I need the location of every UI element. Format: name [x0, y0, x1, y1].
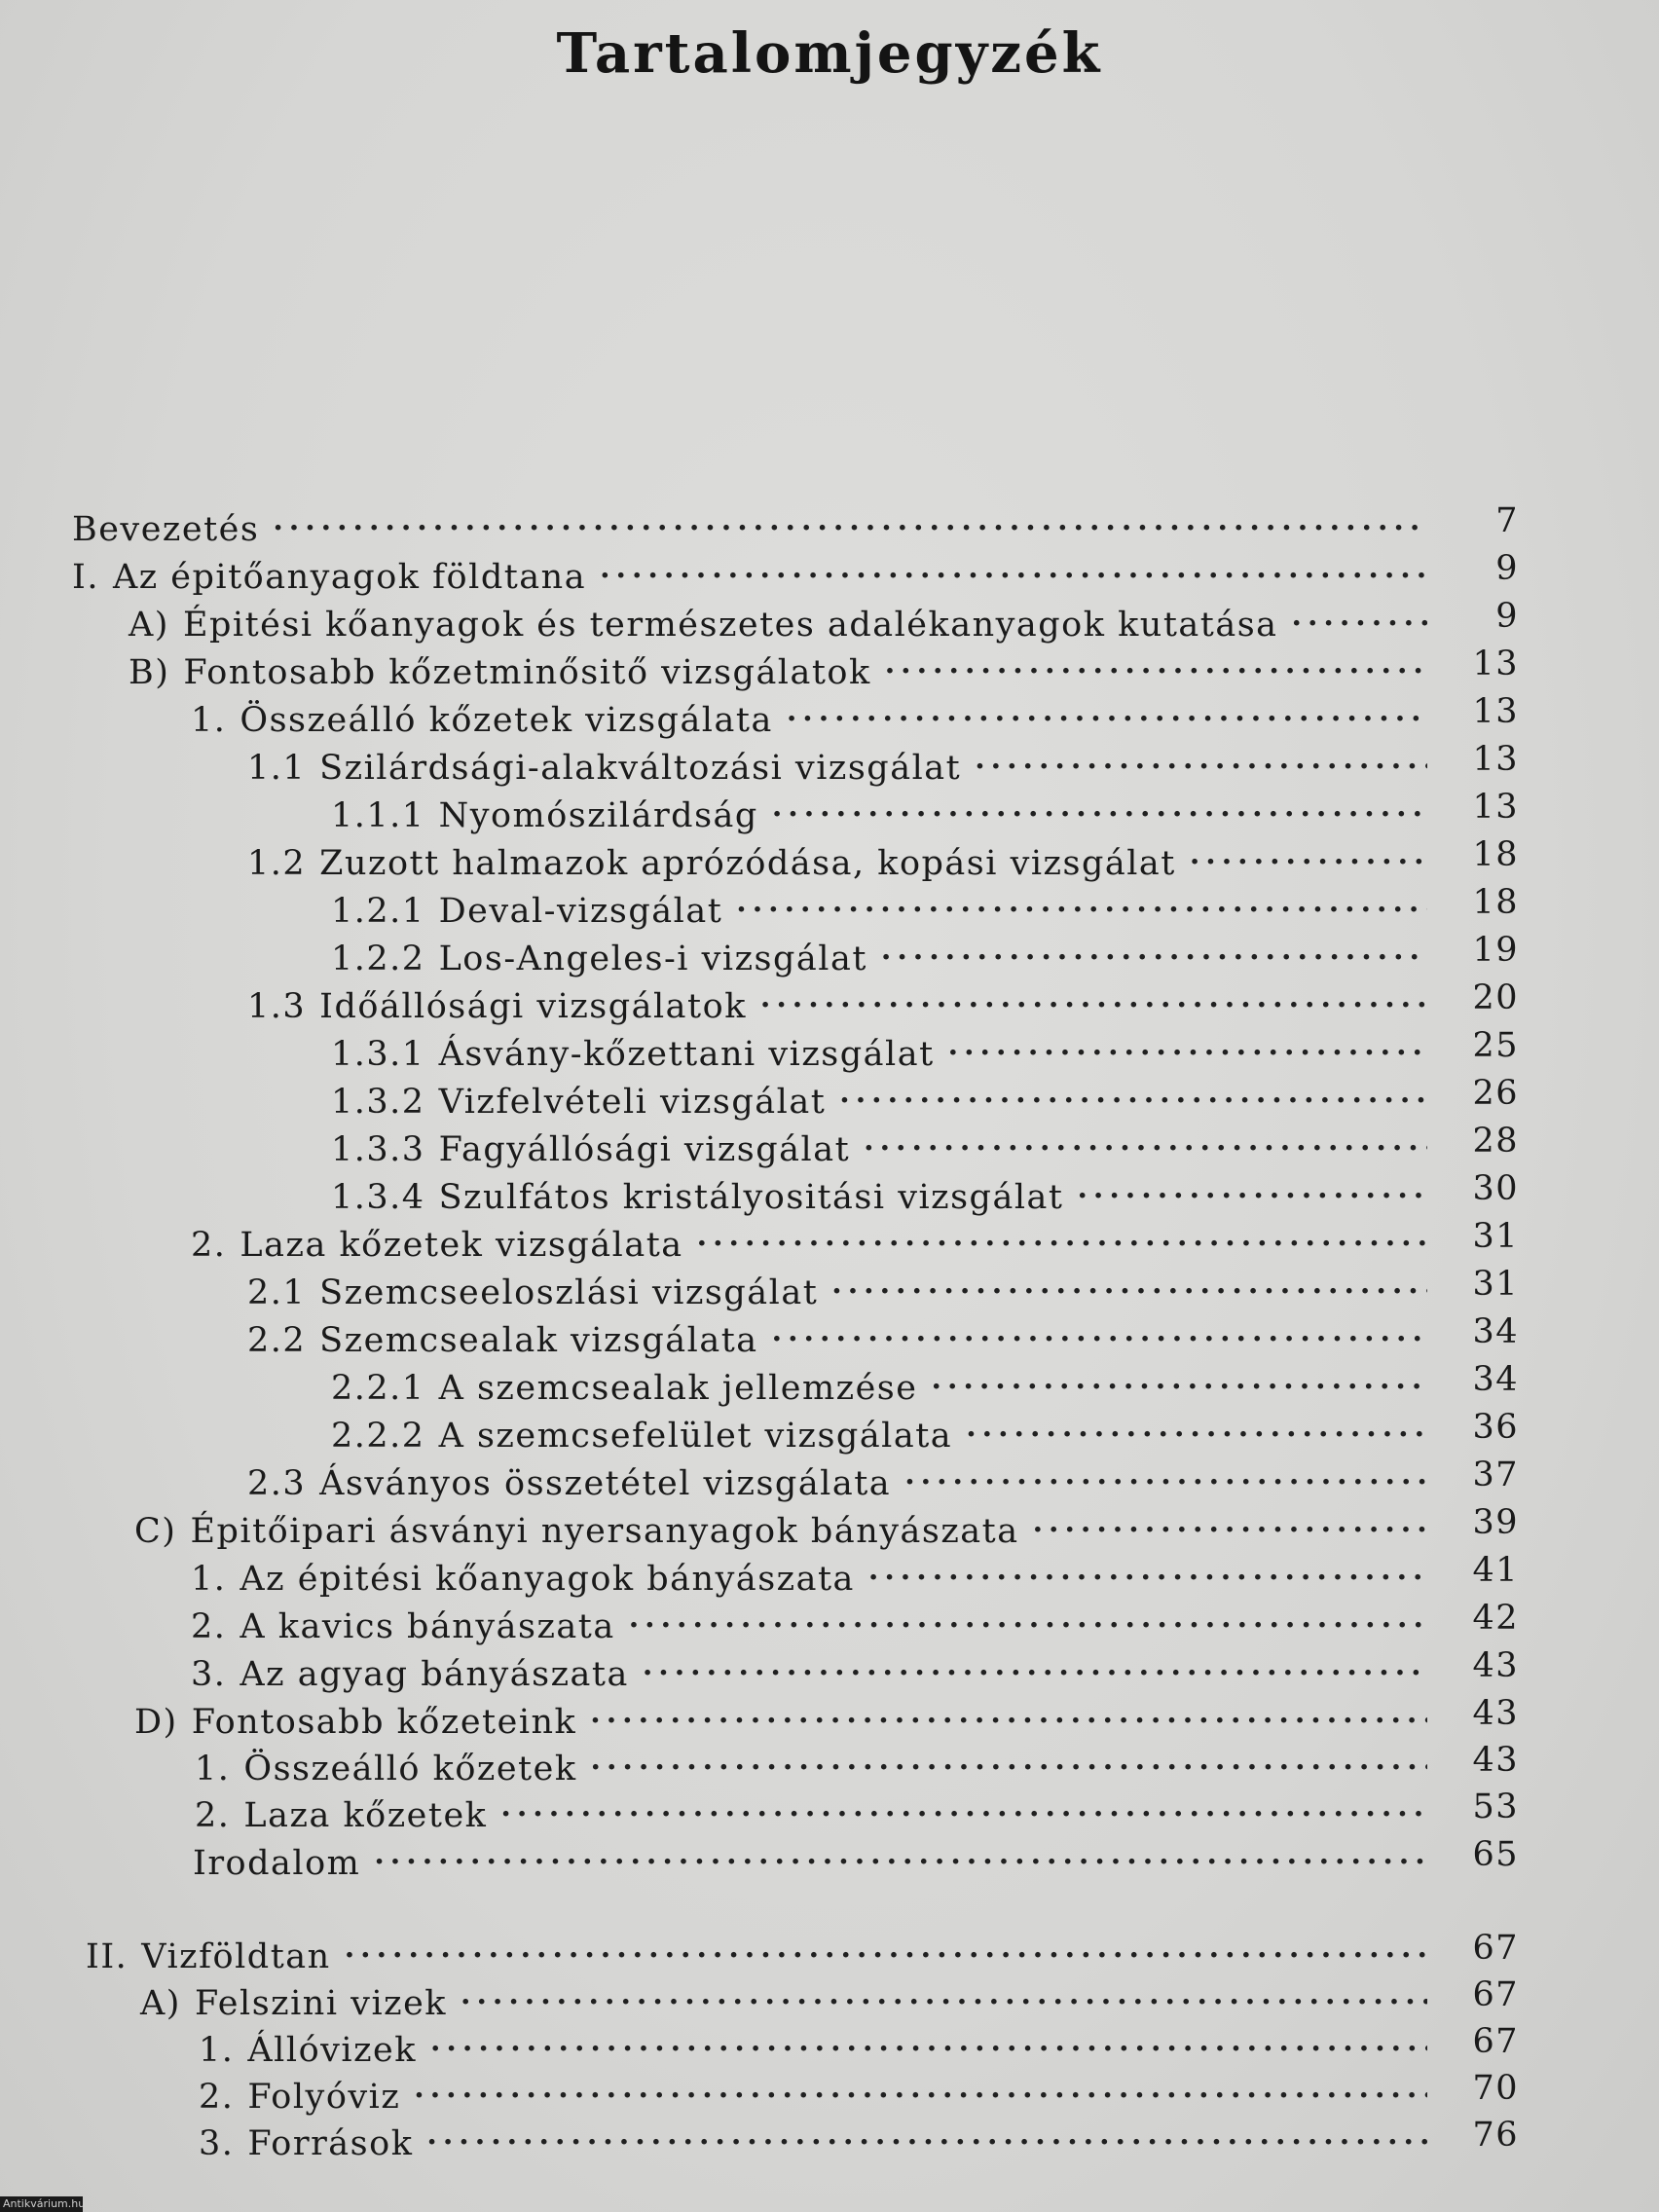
dot-leader	[868, 1551, 1427, 1590]
toc-entry-label: Szemcseeloszlási vizsgálat	[319, 1273, 819, 1312]
toc-entry-number: 2.	[191, 1607, 227, 1646]
toc-entry	[247, 978, 1519, 1026]
toc-entry	[331, 1074, 1519, 1122]
toc-entry-page: 70	[1472, 2069, 1519, 2108]
toc-entry-number: 2.3	[247, 1464, 307, 1503]
toc-entry	[86, 1929, 1519, 1976]
toc-entry-number: 1.3.2	[331, 1083, 425, 1122]
toc-entry-page: 65	[1472, 1835, 1519, 1874]
toc-entry	[193, 1835, 1519, 1883]
toc-entry	[331, 1360, 1519, 1408]
toc-entry	[191, 1551, 1519, 1599]
toc-entry-label: A szemcsealak jellemzése	[438, 1369, 918, 1408]
toc-entry-label: Állóvizek	[247, 2031, 417, 2070]
toc-entry-page: 39	[1472, 1503, 1519, 1542]
dot-leader	[881, 931, 1427, 970]
dot-leader	[426, 2116, 1427, 2155]
toc-entry	[191, 1217, 1519, 1265]
toc-entry-page: 28	[1472, 1122, 1519, 1161]
dot-leader	[1077, 1169, 1427, 1208]
toc-entry	[247, 740, 1519, 788]
dot-leader	[736, 883, 1427, 922]
toc-entry-page: 34	[1472, 1360, 1519, 1399]
toc-entry-number: 1.	[191, 701, 227, 740]
toc-entry-number: 1.1.1	[331, 796, 425, 835]
toc-entry-number: 1.	[195, 1750, 231, 1788]
toc-entry-page: 34	[1472, 1312, 1519, 1351]
toc-entry-page: 31	[1472, 1265, 1519, 1304]
toc-entry-page: 13	[1472, 740, 1519, 779]
dot-leader	[966, 1408, 1427, 1447]
toc-entry	[72, 501, 1519, 549]
toc-entry-number: 1.2	[247, 844, 307, 883]
toc-entry	[247, 835, 1519, 883]
toc-entry-label: Fontosabb kőzeteink	[191, 1703, 577, 1742]
toc-entry	[191, 1646, 1519, 1694]
toc-entry-page: 25	[1472, 1026, 1519, 1065]
dot-leader	[374, 1835, 1427, 1874]
toc-entry-number: 1.3.1	[331, 1035, 425, 1074]
toc-entry	[247, 1265, 1519, 1312]
toc-entry-number: A)	[129, 606, 169, 645]
toc-entry-label: Ásvány-kőzettani vizsgálat	[438, 1035, 935, 1074]
toc-entry-number: 1.3.4	[331, 1178, 425, 1217]
toc-entry	[134, 1503, 1519, 1551]
toc-entry-label: Vizföldtan	[141, 1937, 331, 1976]
toc-entry-label: Laza kőzetek	[243, 1796, 488, 1835]
toc-entry-page: 43	[1472, 1694, 1519, 1733]
toc-entry	[129, 645, 1519, 692]
toc-entry-number: 1.3.3	[331, 1130, 425, 1169]
toc-entry-label: Nyomószilárdság	[438, 796, 758, 835]
toc-entry-label: Épitőipari ásványi nyersanyagok bányászata	[190, 1512, 1019, 1551]
toc-entry-label: Szulfátos kristályositási vizsgálat	[438, 1178, 1064, 1217]
toc-entry-page: 67	[1472, 1929, 1519, 1968]
toc-entry-number: 2.2	[247, 1321, 307, 1360]
toc-entry-page: 36	[1472, 1408, 1519, 1447]
dot-leader	[430, 2022, 1427, 2061]
toc-entry-page: 43	[1472, 1646, 1519, 1685]
toc-entry-label: Összeálló kőzetek vizsgálata	[240, 701, 773, 740]
toc-entry-label: Bevezetés	[72, 510, 260, 549]
toc-entry-page: 13	[1472, 645, 1519, 683]
dot-leader	[1190, 835, 1427, 874]
toc-entry-number: 3.	[199, 2124, 235, 2163]
toc-entry-label: Összeálló kőzetek	[243, 1750, 577, 1788]
page-title: Tartalomjegyzék	[556, 21, 1103, 86]
toc-entry-label: A kavics bányászata	[240, 1607, 615, 1646]
toc-entry-number: 1.1	[247, 749, 307, 788]
toc-entry-page: 13	[1472, 788, 1519, 827]
toc-entry	[247, 1312, 1519, 1360]
toc-entry-label: Felszini vizek	[194, 1984, 447, 2023]
toc-entry-number: 1.3	[247, 987, 307, 1026]
dot-leader	[839, 1074, 1427, 1113]
toc-entry-page: 9	[1495, 549, 1519, 588]
toc-entry-number: B)	[129, 653, 170, 692]
toc-entry-label: Szemcsealak vizsgálata	[319, 1321, 758, 1360]
dot-leader	[975, 740, 1427, 779]
toc-entry-page: 30	[1472, 1169, 1519, 1208]
toc-entry-number: C)	[134, 1512, 177, 1551]
dot-leader	[1033, 1503, 1427, 1542]
dot-leader	[772, 1312, 1427, 1351]
toc-entry	[199, 2116, 1519, 2163]
toc-entry-label: Szilárdsági-alakváltozási vizsgálat	[319, 749, 962, 788]
toc-entry-page: 18	[1472, 835, 1519, 874]
dot-leader	[831, 1265, 1427, 1304]
toc-entry	[191, 1599, 1519, 1646]
toc-entry-page: 19	[1472, 931, 1519, 970]
toc-entry-label: Források	[247, 2124, 414, 2163]
dot-leader	[345, 1929, 1427, 1968]
toc-entry-label: Irodalom	[193, 1844, 361, 1883]
toc-entry-page: 76	[1472, 2116, 1519, 2155]
toc-entry	[140, 1975, 1519, 2023]
toc-entry-label: Az agyag bányászata	[240, 1655, 629, 1694]
toc-entry-number: 2.	[191, 1226, 227, 1265]
toc-entry-label: Fontosabb kőzetminősitő vizsgálatok	[183, 653, 871, 692]
toc-entry-page: 67	[1472, 1975, 1519, 2014]
toc-entry	[195, 1741, 1519, 1788]
dot-leader	[772, 788, 1427, 827]
toc-entry-page: 13	[1472, 692, 1519, 731]
toc-entry	[129, 597, 1519, 645]
dot-leader	[591, 1741, 1427, 1780]
dot-leader	[760, 978, 1427, 1017]
dot-leader	[600, 549, 1427, 588]
toc-entry	[331, 1122, 1519, 1169]
toc-entry-page: 41	[1472, 1551, 1519, 1590]
toc-entry-number: 2.2.2	[331, 1417, 425, 1456]
dot-leader	[697, 1217, 1427, 1256]
toc-entry-number: I.	[72, 558, 99, 597]
dot-leader	[932, 1360, 1428, 1399]
toc-entry-number: 2.	[199, 2078, 235, 2117]
toc-entry-page: 26	[1472, 1074, 1519, 1113]
dot-leader	[904, 1456, 1427, 1494]
toc-entry-page: 7	[1495, 501, 1519, 540]
toc-entry	[199, 2069, 1519, 2117]
toc-entry-label: Folyóviz	[247, 2078, 401, 2117]
dot-leader	[590, 1694, 1427, 1733]
toc-entry	[331, 883, 1519, 931]
toc-entry-number: 1.	[191, 1560, 227, 1599]
dot-leader	[643, 1646, 1427, 1685]
dot-leader	[461, 1975, 1427, 2014]
toc-entry-number: 1.	[199, 2031, 235, 2070]
toc-entry-number: 2.2.1	[331, 1369, 425, 1408]
toc-entry-page: 18	[1472, 883, 1519, 922]
toc-entry-number: 2.1	[247, 1273, 307, 1312]
toc-entry-page: 67	[1472, 2022, 1519, 2061]
toc-entry-label: Ásványos összetétel vizsgálata	[319, 1464, 892, 1503]
toc-entry-label: Vizfelvételi vizsgálat	[438, 1083, 827, 1122]
toc-entry-page: 20	[1472, 978, 1519, 1017]
toc-entry	[199, 2022, 1519, 2070]
dot-leader	[948, 1026, 1427, 1065]
dot-leader	[1292, 597, 1427, 636]
dot-leader	[629, 1599, 1427, 1638]
toc-entry-label: Fagyállósági vizsgálat	[438, 1130, 851, 1169]
toc-entry-label: Az épitési kőanyagok bányászata	[240, 1560, 855, 1599]
toc-entry	[195, 1788, 1519, 1835]
toc-entry	[331, 1169, 1519, 1217]
toc-entry-number: 3.	[191, 1655, 227, 1694]
toc-entry	[331, 1408, 1519, 1456]
toc-entry-number: II.	[86, 1937, 129, 1976]
toc-entry	[247, 1456, 1519, 1503]
toc-entry	[331, 1026, 1519, 1074]
toc-entry-label: Los-Angeles-i vizsgálat	[438, 940, 867, 978]
toc-entry-page: 42	[1472, 1599, 1519, 1638]
toc-entry-label: Zuzott halmazok aprózódása, kopási vizsgálat	[319, 844, 1176, 883]
toc-entry-page: 43	[1472, 1741, 1519, 1780]
toc-entry-label: Deval-vizsgálat	[438, 892, 723, 931]
dot-leader	[787, 692, 1427, 731]
toc-entry	[191, 692, 1519, 740]
toc-entry-number: 1.2.1	[331, 892, 425, 931]
dot-leader	[273, 501, 1427, 540]
source-watermark: Antikvárium.hu	[0, 2196, 83, 2212]
toc-entry-label: A szemcsefelület vizsgálata	[438, 1417, 953, 1456]
toc-entry	[331, 931, 1519, 978]
toc-entry-label: Az épitőanyagok földtana	[112, 558, 587, 597]
toc-entry-page: 37	[1472, 1456, 1519, 1494]
toc-entry-number: 1.2.2	[331, 940, 425, 978]
toc-entry	[134, 1694, 1519, 1742]
toc-entry-label: Időállósági vizsgálatok	[319, 987, 747, 1026]
toc-entry-label: Épitési kőanyagok és természetes adalékanyagok kutatása	[182, 606, 1278, 645]
toc-entry-page: 53	[1472, 1788, 1519, 1826]
toc-entry-number: D)	[134, 1703, 178, 1742]
toc-entry-number: 2.	[195, 1796, 231, 1835]
dot-leader	[500, 1788, 1427, 1826]
toc-entry	[331, 788, 1519, 835]
toc-entry-label: Laza kőzetek vizsgálata	[240, 1226, 683, 1265]
toc-entry-number: A)	[140, 1984, 181, 2023]
toc-entry-page: 31	[1472, 1217, 1519, 1256]
dot-leader	[885, 645, 1427, 683]
toc-entry	[72, 549, 1519, 597]
dot-leader	[414, 2069, 1427, 2108]
toc-entry-page: 9	[1495, 597, 1519, 636]
dot-leader	[864, 1122, 1427, 1161]
